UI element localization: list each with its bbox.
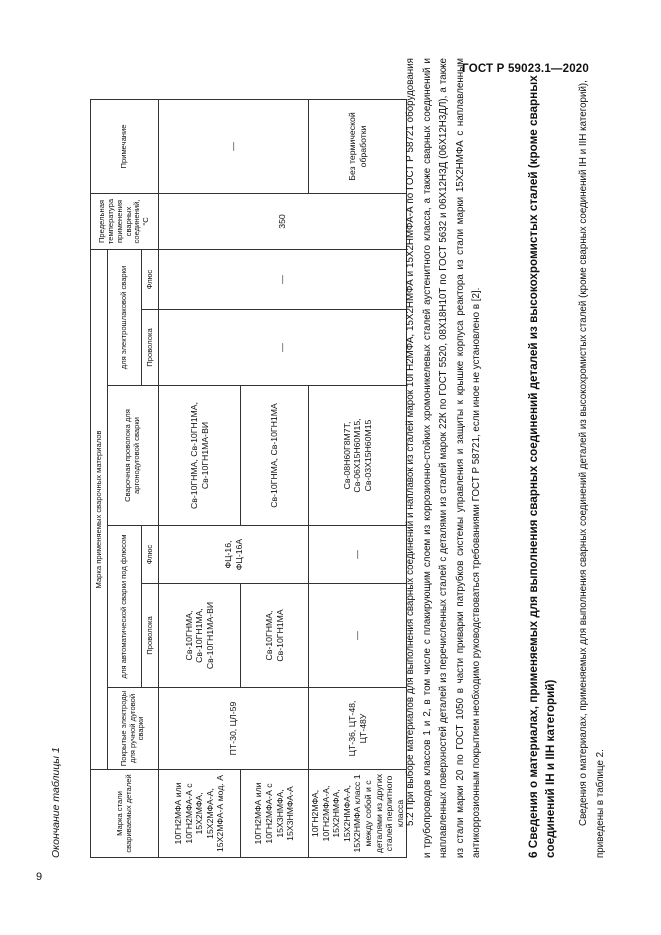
materials-table: [90, 99, 407, 858]
cell-es-flux: —: [159, 250, 407, 310]
cell-auto-flux: —: [309, 526, 407, 584]
cell-auto-wire: Св-10ГНМА, Св-10ГН1МА: [241, 584, 309, 688]
cell-steel: 10ГН2МФА или 10ГН2МФА-А с 15Х3НМФА, 15Х3НМФА-А: [241, 770, 309, 858]
table-caption: Окончание таблицы 1: [50, 747, 62, 858]
cell-argon-wire: Св-08Н60Г8М7Т, Св-06Х15Н60М15, Св-03Х15Н60М15: [309, 386, 407, 526]
header-auto-wire: Проволока: [142, 584, 159, 688]
header-auto-flux-welding: для автоматической сварки под флюсом: [108, 526, 142, 688]
standard-designation: ГОСТ Р 59023.1—2020: [462, 63, 589, 75]
cell-temperature: 350: [159, 194, 407, 250]
header-electroslag: для электрошлаковой сварки: [108, 250, 142, 386]
cell-steel: 10ГН2МФА, 10ГН2МФА-А, 15Х2НМФА, 15Х2НМФА-А, 15Х2НМФА класс 1 между собой и с деталями из других сталей перлитного класса: [309, 770, 407, 858]
section-6-paragraph: Сведения о материалах, применяемых для выполнения сварных соединений деталей из высокохромистых сталей (кроме сварных соединений IН и IIН категорий), приведены в таблице 2.: [578, 80, 606, 858]
header-steel: Марка стали свариваемых деталей: [91, 770, 159, 858]
header-note: Примечание: [91, 100, 159, 194]
table-row: [159, 100, 241, 858]
cell-es-wire: —: [159, 310, 407, 386]
cell-steel: 10ГН2МФА или 10ГН2МФА-А с 15Х2МФА, 15Х2МФА-А, 15Х2МФА-А мод. А: [159, 770, 241, 858]
cell-argon-wire: Св-10ГНМА, Св-10ГН1МА: [241, 386, 309, 526]
cell-auto-wire: Св-10ГНМА, Св-10ГН1МА, Св-10ГН1МА-ВИ: [159, 584, 241, 688]
cell-auto-flux: ФЦ-16, ФЦ-16А: [159, 526, 309, 584]
header-temperature: Предельная температура применения сварных соединений, °С: [91, 194, 159, 250]
header-materials-group: Марка применяемых сварочных материалов: [91, 250, 108, 770]
header-es-wire: Проволока: [142, 310, 159, 386]
section-6-heading: 6 Сведения о материалах, применяемых для выполнения сварных соединений деталей из высокохромистых сталей (кроме сварных соединений IН и IIН категорий): [527, 75, 557, 858]
header-es-flux: Флюс: [142, 250, 159, 310]
cell-note: Без термической обработки: [309, 100, 407, 194]
paragraph-5-2: 5.2 При выборе материалов для выполнения сварных соединений и наплавок из сталей марок 10ГН2МФА, 15Х2НМФА и 15Х2НМФА-А по ГОСТ Р 58721 оборудования и трубопроводов классов 1 и 2, в том числе с плакирующим слоем из коррозионно-стойких хромоникелевых сталей аустенитного класса, а также сварных соединений и наплавленных поверхностей деталей из перечисленных сталей с деталями из сталей марок 22К по ГОСТ 5520, 08Х18Н10Т по ГОСТ 5632 и 06Х12Н3Д (06Х12Н3ДЛ), а также из стали марки 20 по ГОСТ 1050 в части приварки патрубков системы управления и защиты к крышке корпуса реактора из стали марки 15Х2НМФА с наплавленным антикоррозионным покрытием необходимо руководствоваться требованиями ГОСТ Р 58721, если иное не установлено в [2].: [405, 58, 483, 858]
header-argon-wire: Сварочная проволока для аргонодуговой сварки: [108, 386, 159, 526]
cell-auto-wire: —: [309, 584, 407, 688]
cell-electrodes: ПТ-30, ЦЛ-59: [159, 688, 309, 770]
header-auto-flux: Флюс: [142, 526, 159, 584]
cell-note: —: [159, 100, 309, 194]
cell-electrodes: ЦТ-36, ЦТ-48, ЦТ-48У: [309, 688, 407, 770]
rotated-page-content: [50, 0, 620, 858]
page-number: 9: [36, 871, 43, 883]
cell-argon-wire: Св-10ГНМА, Св-10ГН1МА, Св-10ГН1МА-ВИ: [159, 386, 241, 526]
header-electrodes: Покрытые электроды для ручной дуговой сварки: [108, 688, 159, 770]
